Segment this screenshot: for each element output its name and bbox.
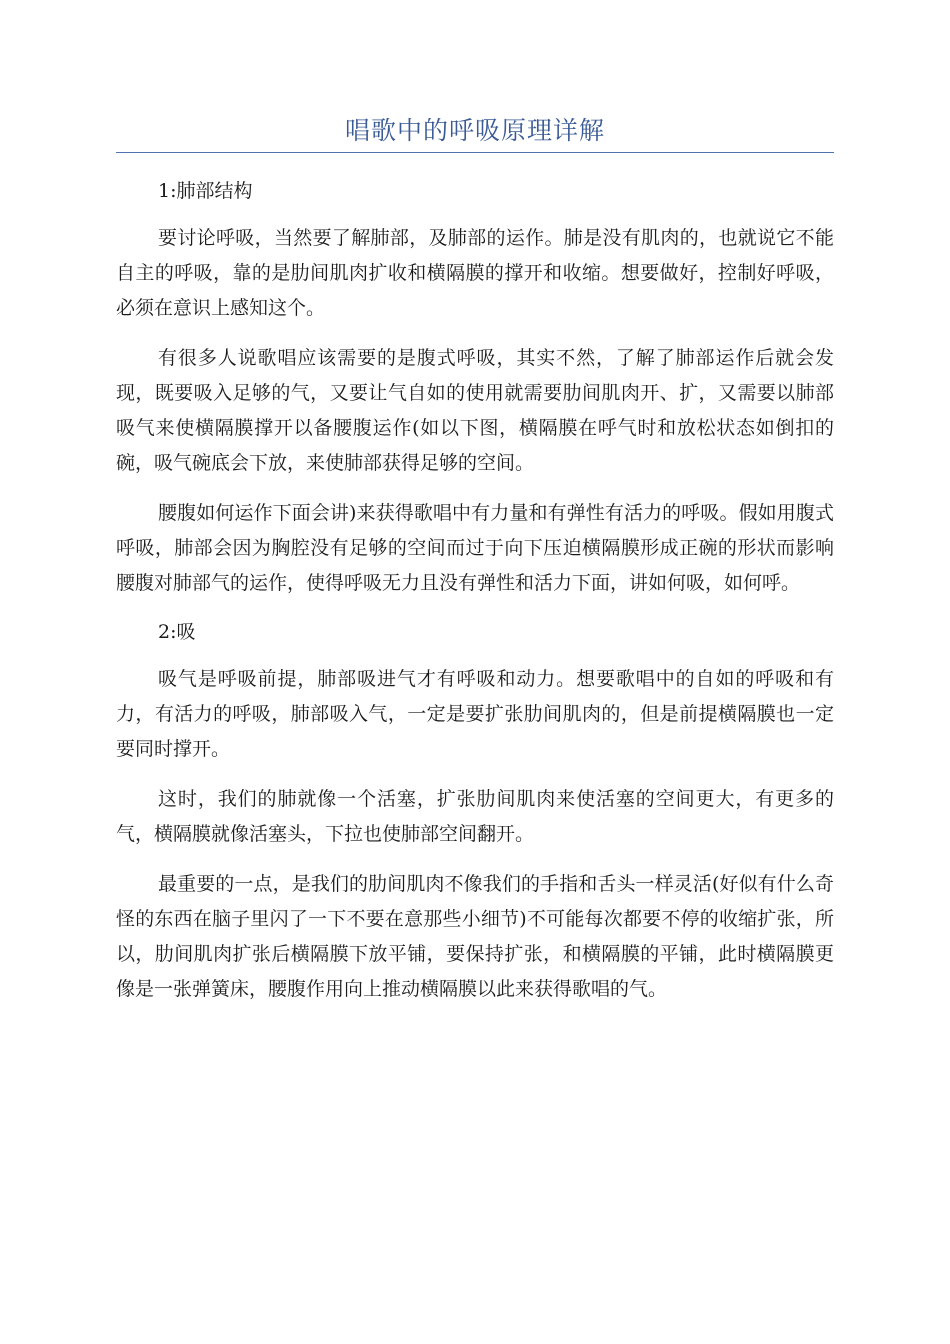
paragraph: 有很多人说歌唱应该需要的是腹式呼吸，其实不然，了解了肺部运作后就会发现，既要吸入足够的气，又要让气自如的使用就需要肋间肌肉开、扩，又需要以肺部吸气来使横隔膜撑开以备腰腹运作(如以下图，横隔膜在呼气时和放松状态如倒扣的碗，吸气碗底会下放，来使肺部获得足够的空间。 [116, 347, 834, 474]
section-heading-inhale: 2:吸 [158, 621, 196, 643]
document-body [116, 175, 834, 1007]
paragraph: 这时，我们的肺就像一个活塞，扩张肋间肌肉来使活塞的空间更大，有更多的气，横隔膜就像活塞头，下拉也使肺部空间翻开。 [116, 788, 834, 845]
paragraph: 要讨论呼吸，当然要了解肺部，及肺部的运作。肺是没有肌肉的，也就说它不能自主的呼吸，靠的是肋间肌肉扩收和横隔膜的撑开和收缩。想要做好，控制好呼吸，必须在意识上感知这个。 [116, 227, 834, 319]
title-underline [116, 152, 834, 153]
paragraph: 最重要的一点，是我们的肋间肌肉不像我们的手指和舌头一样灵活(好似有什么奇怪的东西在脑子里闪了一下不要在意那些小细节)不可能每次都要不停的收缩扩张，所以，肋间肌肉扩张后横隔膜下放平铺，要保持扩张，和横隔膜的平铺，此时横隔膜更像是一张弹簧床，腰腹作用向上推动横隔膜以此来获得歌唱的气。 [116, 873, 834, 1000]
document-page [116, 0, 834, 1022]
document-title: 唱歌中的呼吸原理详解 [344, 116, 605, 145]
section-heading-lung-structure: 1:肺部结构 [158, 180, 253, 202]
paragraph: 腰腹如何运作下面会讲)来获得歌唱中有力量和有弹性有活力的呼吸。假如用腹式呼吸，肺部会因为胸腔没有足够的空间而过于向下压迫横隔膜形成正碗的形状而影响腰腹对肺部气的运作，使得呼吸无力且没有弹性和活力下面，讲如何吸，如何呼。 [116, 502, 834, 594]
paragraph: 吸气是呼吸前提，肺部吸进气才有呼吸和动力。想要歌唱中的自如的呼吸和有力，有活力的呼吸，肺部吸入气，一定是要扩张肋间肌肉的，但是前提横隔膜也一定要同时撑开。 [116, 668, 834, 760]
